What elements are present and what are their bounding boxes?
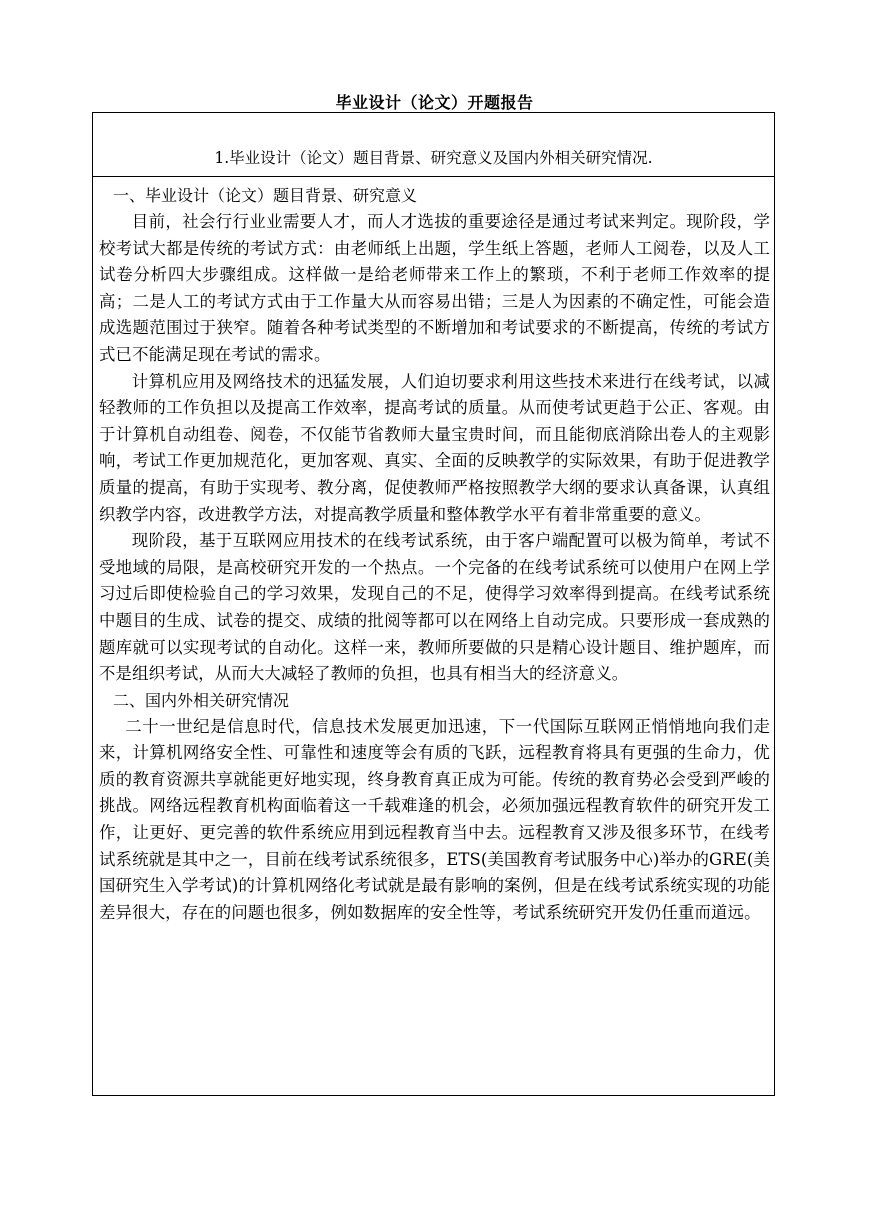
paragraph-4: 二十一世纪是信息时代，信息技术发展更加迅速，下一代国际互联网正悄悄地向我们走来，计算机网络安全性、可靠性和速度等会有质的飞跃，远程教育将具有更强的生命力，优质的教育资源共享就能更好地实现，终身教育真正成为可能。传统的教育势必会受到严峻的挑战。网络远程教育机构面临着这一千载难逢的机会，必须加强远程教育软件的研究开发工作，让更好、更完善的软件系统应用到远程教育当中去。远程教育又涉及很多环节，在线考试系统就是其中之一，目前在线考试系统很多，ETS(美国教育考试服务中心)举办的GRE(美国研究生入学考试)的计算机网络化考试就是最有影响的案例，但是在线考试系统实现的功能差异很大，存在的问题也很多，例如数据库的安全性等，考试系统研究开发仍任重而道远。 xyxy=(99,716,770,922)
heading-research: 二、国内外相关研究情况 xyxy=(113,690,290,710)
report-content xyxy=(93,177,774,926)
document-title: 毕业设计（论文）开题报告 xyxy=(335,93,534,112)
report-table xyxy=(92,112,775,1096)
section-header-text: 1.毕业设计（论文）题目背景、研究意义及国内外相关研究情况. xyxy=(214,149,653,167)
paragraph-3: 现阶段，基于互联网应用技术的在线考试系统，由于客户端配置可以极为简单，考试不受地域的局限，是高校研究开发的一个热点。一个完备的在线考试系统可以使用户在网上学习过后即使检验自己的学习效果，发现自己的不足，使得学习效率得到提高。在线考试系统中题目的生成、试卷的提交、成绩的批阅等都可以在网络上自动完成。只要形成一套成熟的题库就可以实现考试的自动化。这样一来，教师所要做的只是精心设计题目、维护题库，而不是组织考试，从而大大减轻了教师的负担，也具有相当大的经济意义。 xyxy=(99,531,770,684)
section-header xyxy=(93,113,774,177)
paragraph-1: 目前，社会行行业业需要人才，而人才选拔的重要途径是通过考试来判定。现阶段，学校考试大都是传统的考试方式：由老师纸上出题，学生纸上答题，老师人工阅卷，以及人工试卷分析四大步骤组成。这样做一是给老师带来工作上的繁琐，不利于老师工作效率的提高；二是人工的考试方式由于工作量大从而容易出错；三是人为因素的不确定性，可能会造成选题范围过于狭窄。随着各种考试类型的不断增加和考试要求的不断提高，传统的考试方式已不能满足现在考试的需求。 xyxy=(99,212,770,364)
paragraph-2: 计算机应用及网络技术的迅猛发展，人们迫切要求利用这些技术来进行在线考试，以减轻教师的工作负担以及提高工作效率，提高考试的质量。从而使考试更趋于公正、客观。由于计算机自动组卷、阅卷，不仅能节省教师大量宝贵时间，而且能彻底消除出卷人的主观影响，考试工作更加规范化，更加客观、真实、全面的反映教学的实际效果，有助于促进教学质量的提高，有助于实现考、教分离，促使教师严格按照教学大纲的要求认真备课，认真组织教学内容，改进教学方法，对提高教学质量和整体教学水平有着非常重要的意义。 xyxy=(99,371,770,524)
heading-background: 一、毕业设计（论文）题目背景、研究意义 xyxy=(113,186,418,205)
